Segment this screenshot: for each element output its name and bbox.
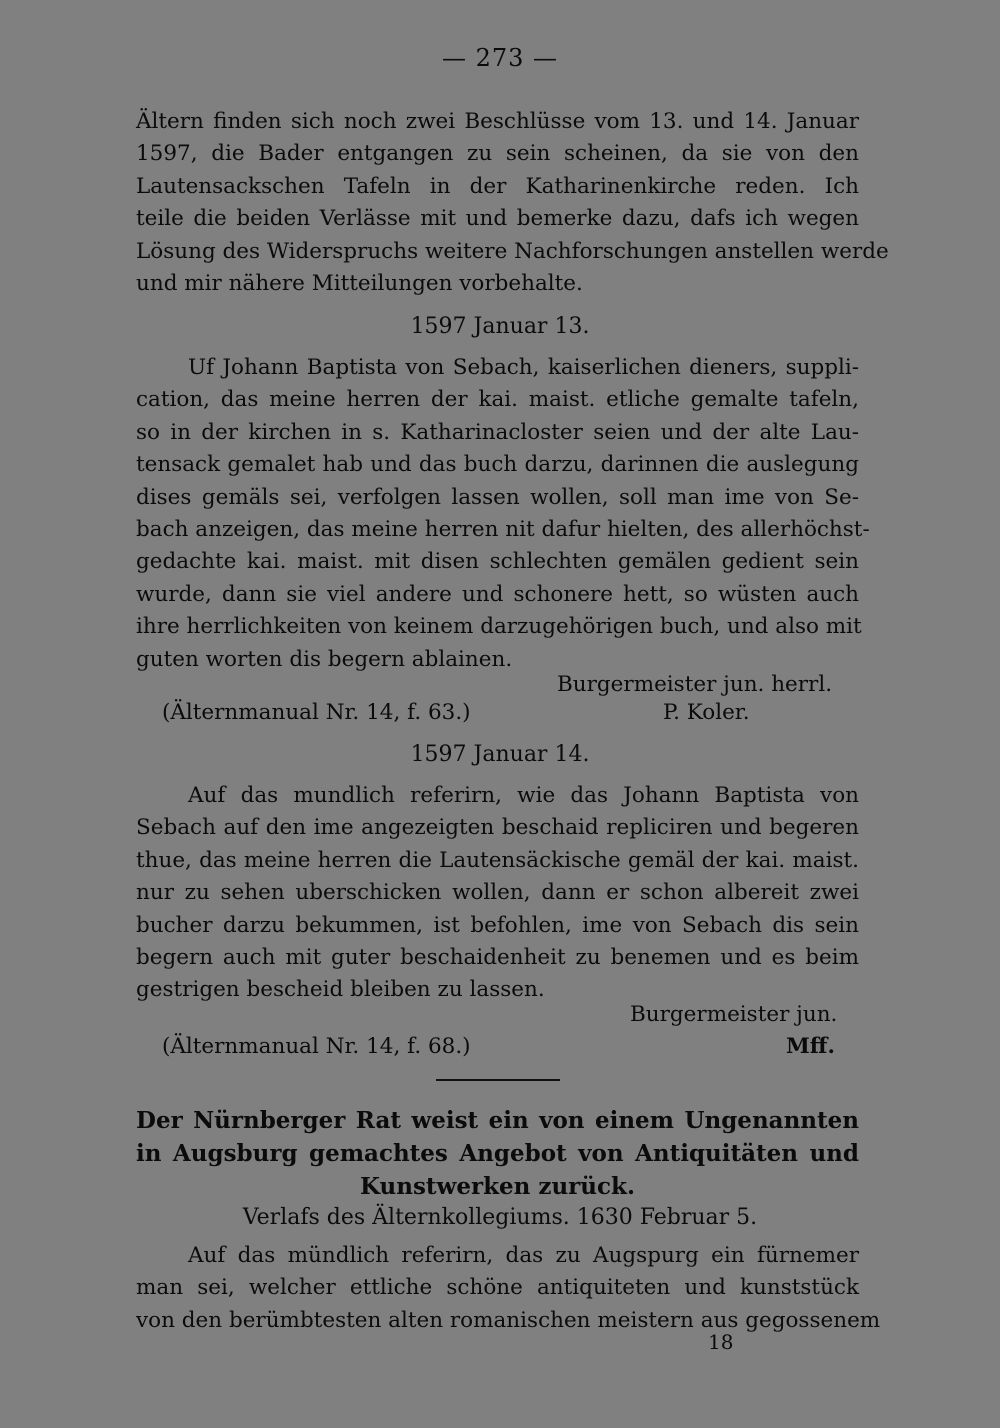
- text-line: thue, das meine herren die Lautensäckische gemäl der kai. maist.: [136, 847, 859, 873]
- page-number: — 273 —: [441, 44, 559, 72]
- text-line: begern auch mit guter beschaidenheit zu benemen und es beim: [136, 944, 859, 970]
- title-line: Der Nürnberger Rat weist ein von einem Ungenannten: [136, 1107, 859, 1134]
- title-line: Kunstwerken zurück.: [360, 1173, 635, 1200]
- text-line: wurde, dann sie viel andere und schonere hett, so wüsten auch: [136, 581, 859, 607]
- text-line: ihre herrlichkeiten von keinem darzugehörigen buch, und also mit: [136, 614, 862, 640]
- signer-title: Burgermeister jun.: [630, 1002, 838, 1027]
- source-row-2: [136, 1034, 859, 1064]
- text-line: Lösung des Widerspruchs weitere Nachforschungen anstellen werde: [136, 238, 889, 264]
- archive-citation: (Älternmanual Nr. 14, f. 63.): [162, 700, 471, 725]
- signature-mark: 18: [708, 1330, 734, 1354]
- signature-block-2: [136, 1002, 859, 1032]
- text-line: Auf das mundlich referirn, wie das Johann Baptista von: [188, 783, 859, 808]
- text-line: Auf das mündlich referirn, das zu Augspurg ein fürnemer: [188, 1243, 859, 1268]
- signature-block-1: [136, 672, 859, 702]
- signer-name: P. Koler.: [663, 700, 750, 725]
- text-line: guten worten dis begern ablainen.: [136, 646, 513, 672]
- text-line: von den berümbtesten alten romanischen meistern aus gegossenem: [136, 1307, 881, 1333]
- source-row-1: [136, 700, 859, 730]
- text-line: man sei, welcher ettliche schöne antiquiteten und kunststück: [136, 1275, 859, 1301]
- signer-title: Burgermeister jun. herrl.: [557, 672, 833, 697]
- decree-paragraph-3: [136, 1240, 881, 1337]
- text-line: gestrigen bescheid bleiben zu lassen.: [136, 977, 545, 1003]
- intro-paragraph: [136, 106, 889, 300]
- text-line: Ältern finden sich noch zwei Beschlüsse vom 13. und 14. Januar: [136, 109, 859, 134]
- text-line: so in der kirchen in s. Katharinacloster seien und der alte Lau-: [136, 419, 859, 445]
- text-line: Sebach auf den ime angezeigten beschaid repliciren und begeren: [136, 815, 859, 841]
- document-date-heading: 1597 Januar 14.: [410, 742, 590, 767]
- text-line: tensack gemalet hab und das buch darzu, darinnen die auslegung: [136, 452, 859, 478]
- text-line: Lautensackschen Tafeln in der Katharinenkirche reden. Ich: [136, 173, 859, 199]
- text-line: dises gemäls sei, verfolgen lassen wollen, soll man ime von Se-: [136, 484, 859, 510]
- section-title: [136, 1104, 859, 1203]
- text-line: gedachte kai. maist. mit disen schlechten gemälen gedient sein: [136, 549, 859, 575]
- text-line: bucher darzu bekummen, ist befohlen, ime von Sebach dis sein: [136, 912, 859, 938]
- decree-paragraph-1: [136, 352, 870, 676]
- title-line: in Augsburg gemachtes Angebot von Antiquitäten und: [136, 1140, 859, 1167]
- text-line: Uf Johann Baptista von Sebach, kaiserlichen dieners, suppli-: [188, 355, 859, 380]
- text-line: nur zu sehen uberschicken wollen, dann er schon albereit zwei: [136, 880, 859, 906]
- archive-citation: (Älternmanual Nr. 14, f. 68.): [162, 1034, 471, 1059]
- section-divider: [436, 1079, 560, 1081]
- text-line: cation, das meine herren der kai. maist. etliche gemalte tafeln,: [136, 387, 859, 413]
- text-line: und mir nähere Mitteilungen vorbehalte.: [136, 270, 583, 296]
- document-date-heading: 1597 Januar 13.: [410, 314, 590, 339]
- text-line: teile die beiden Verlässe mit und bemerke dazu, dafs ich wegen: [136, 206, 859, 232]
- decree-paragraph-2: [136, 780, 859, 1007]
- document-date-heading: Verlafs des Älternkollegiums. 1630 Februar 5.: [242, 1205, 758, 1230]
- text-line: bach anzeigen, das meine herren nit dafur hielten, des allerhöchst-: [136, 516, 870, 542]
- signer-name: Mff.: [786, 1034, 835, 1059]
- text-line: 1597, die Bader entgangen zu sein scheinen, da sie von den: [136, 141, 859, 167]
